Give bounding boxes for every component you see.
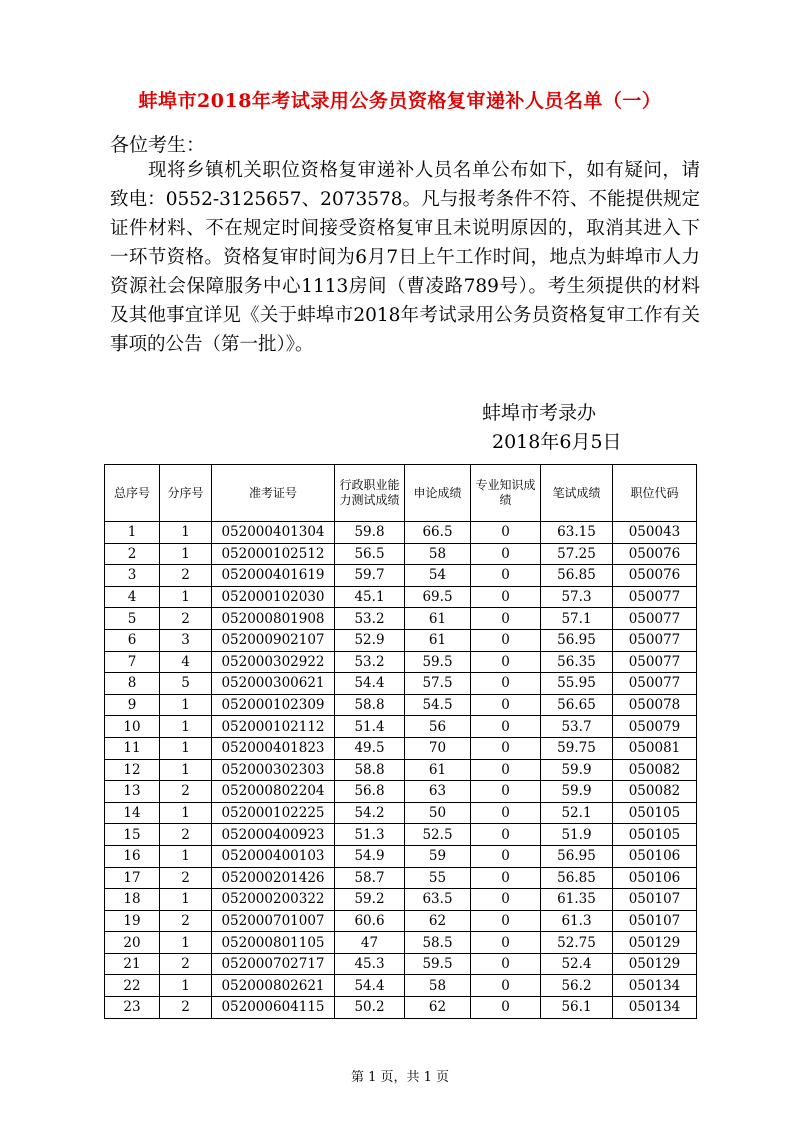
header-professional-score: 专业知识成绩 — [471, 465, 541, 522]
cell-total-seq: 21 — [105, 953, 160, 975]
cell-sub-seq: 2 — [160, 997, 212, 1019]
cell-position-code: 050106 — [613, 845, 697, 867]
table-body — [105, 522, 697, 1019]
cell-exam-id: 052000201426 — [212, 867, 335, 889]
cell-exam-id: 052000300621 — [212, 673, 335, 695]
cell-essay-score: 58 — [405, 975, 471, 997]
cell-essay-score: 59 — [405, 845, 471, 867]
cell-essay-score: 55 — [405, 867, 471, 889]
cell-essay-score: 70 — [405, 737, 471, 759]
cell-aptitude-score: 60.6 — [335, 910, 405, 932]
cell-essay-score: 54.5 — [405, 694, 471, 716]
cell-sub-seq: 2 — [160, 824, 212, 846]
cell-sub-seq: 1 — [160, 737, 212, 759]
cell-position-code: 050043 — [613, 522, 697, 544]
cell-position-code: 050134 — [613, 975, 697, 997]
cell-sub-seq: 1 — [160, 694, 212, 716]
cell-essay-score: 62 — [405, 997, 471, 1019]
table-row — [105, 824, 697, 846]
cell-position-code: 050077 — [613, 673, 697, 695]
header-essay-score: 申论成绩 — [405, 465, 471, 522]
cell-total-seq: 3 — [105, 565, 160, 587]
table-row — [105, 629, 697, 651]
cell-total-seq: 7 — [105, 651, 160, 673]
cell-written-score: 55.95 — [541, 673, 613, 695]
header-aptitude-score: 行政职业能力测试成绩 — [335, 465, 405, 522]
cell-written-score: 57.1 — [541, 608, 613, 630]
cell-exam-id: 052000701007 — [212, 910, 335, 932]
cell-aptitude-score: 52.9 — [335, 629, 405, 651]
cell-position-code: 050081 — [613, 737, 697, 759]
cell-professional-score: 0 — [471, 845, 541, 867]
header-sub-seq: 分序号 — [160, 465, 212, 522]
cell-aptitude-score: 53.2 — [335, 608, 405, 630]
cell-total-seq: 16 — [105, 845, 160, 867]
cell-written-score: 59.9 — [541, 781, 613, 803]
cell-essay-score: 59.5 — [405, 651, 471, 673]
cell-sub-seq: 1 — [160, 522, 212, 544]
cell-position-code: 050078 — [613, 694, 697, 716]
cell-written-score: 56.2 — [541, 975, 613, 997]
cell-essay-score: 50 — [405, 802, 471, 824]
table-header-row — [105, 465, 697, 522]
cell-written-score: 56.85 — [541, 565, 613, 587]
cell-total-seq: 12 — [105, 759, 160, 781]
cell-professional-score: 0 — [471, 867, 541, 889]
cell-aptitude-score: 45.1 — [335, 586, 405, 608]
table-row — [105, 565, 697, 587]
cell-position-code: 050105 — [613, 802, 697, 824]
cell-aptitude-score: 54.9 — [335, 845, 405, 867]
cell-professional-score: 0 — [471, 608, 541, 630]
table-row — [105, 997, 697, 1019]
cell-essay-score: 58.5 — [405, 932, 471, 954]
cell-total-seq: 8 — [105, 673, 160, 695]
cell-essay-score: 54 — [405, 565, 471, 587]
cell-aptitude-score: 47 — [335, 932, 405, 954]
cell-total-seq: 19 — [105, 910, 160, 932]
cell-written-score: 59.9 — [541, 759, 613, 781]
signature-date: 2018年6月5日 — [492, 431, 622, 453]
cell-exam-id: 052000302922 — [212, 651, 335, 673]
cell-position-code: 050105 — [613, 824, 697, 846]
table-row — [105, 673, 697, 695]
cell-sub-seq: 1 — [160, 889, 212, 911]
cell-professional-score: 0 — [471, 694, 541, 716]
cell-position-code: 050082 — [613, 781, 697, 803]
table-row — [105, 867, 697, 889]
cell-sub-seq: 1 — [160, 975, 212, 997]
cell-written-score: 56.1 — [541, 997, 613, 1019]
greeting: 各位考生： — [110, 134, 206, 156]
document-title: 蚌埠市2018年考试录用公务员资格复审递补人员名单（一） — [138, 90, 662, 112]
cell-total-seq: 17 — [105, 867, 160, 889]
cell-position-code: 050107 — [613, 889, 697, 911]
cell-aptitude-score: 54.4 — [335, 673, 405, 695]
cell-essay-score: 63 — [405, 781, 471, 803]
cell-total-seq: 15 — [105, 824, 160, 846]
cell-position-code: 050077 — [613, 651, 697, 673]
cell-written-score: 57.25 — [541, 543, 613, 565]
header-position-code: 职位代码 — [613, 465, 697, 522]
cell-written-score: 59.75 — [541, 737, 613, 759]
cell-written-score: 52.75 — [541, 932, 613, 954]
cell-exam-id: 052000400103 — [212, 845, 335, 867]
cell-exam-id: 052000102225 — [212, 802, 335, 824]
cell-position-code: 050129 — [613, 932, 697, 954]
cell-aptitude-score: 58.7 — [335, 867, 405, 889]
cell-written-score: 52.1 — [541, 802, 613, 824]
cell-written-score: 56.95 — [541, 629, 613, 651]
cell-essay-score: 61 — [405, 629, 471, 651]
cell-exam-id: 052000802204 — [212, 781, 335, 803]
table-row — [105, 910, 697, 932]
cell-professional-score: 0 — [471, 953, 541, 975]
cell-sub-seq: 1 — [160, 845, 212, 867]
cell-professional-score: 0 — [471, 910, 541, 932]
table-row — [105, 543, 697, 565]
cell-professional-score: 0 — [471, 522, 541, 544]
cell-exam-id: 052000102112 — [212, 716, 335, 738]
cell-professional-score: 0 — [471, 781, 541, 803]
cell-essay-score: 61 — [405, 759, 471, 781]
cell-professional-score: 0 — [471, 543, 541, 565]
header-exam-id: 准考证号 — [212, 465, 335, 522]
cell-professional-score: 0 — [471, 565, 541, 587]
cell-professional-score: 0 — [471, 716, 541, 738]
cell-position-code: 050106 — [613, 867, 697, 889]
cell-aptitude-score: 59.7 — [335, 565, 405, 587]
cell-professional-score: 0 — [471, 737, 541, 759]
table-row — [105, 932, 697, 954]
cell-exam-id: 052000802621 — [212, 975, 335, 997]
cell-sub-seq: 2 — [160, 608, 212, 630]
notice-paragraph: 现将乡镇机关职位资格复审递补人员名单公布如下，如有疑问，请致电：0552-3125657、2073578。凡与报考条件不符、不能提供规定证件材料、不在规定时间接受资格复审且未说明原因的，取消其进入下一环节资格。资格复审时间为6月7日上午工作时间，地点为蚌埠市人力资源社会保障服务中心1113房间（曹凌路789号）。考生须提供的材料及其他事宜详见《关于蚌埠市2018年考试录用公务员资格复审工作有关事项的公告（第一批）》。 — [110, 160, 700, 355]
cell-sub-seq: 2 — [160, 910, 212, 932]
table-row — [105, 953, 697, 975]
table-row — [105, 522, 697, 544]
cell-exam-id: 052000102309 — [212, 694, 335, 716]
page-footer: 第 1 页，共 1 页 — [350, 1070, 450, 1085]
cell-exam-id: 052000604115 — [212, 997, 335, 1019]
cell-sub-seq: 1 — [160, 802, 212, 824]
cell-exam-id: 052000401619 — [212, 565, 335, 587]
table-row — [105, 781, 697, 803]
cell-position-code: 050107 — [613, 910, 697, 932]
cell-exam-id: 052000401823 — [212, 737, 335, 759]
cell-total-seq: 9 — [105, 694, 160, 716]
cell-professional-score: 0 — [471, 651, 541, 673]
cell-essay-score: 57.5 — [405, 673, 471, 695]
cell-professional-score: 0 — [471, 997, 541, 1019]
cell-essay-score: 56 — [405, 716, 471, 738]
cell-aptitude-score: 54.2 — [335, 802, 405, 824]
cell-total-seq: 22 — [105, 975, 160, 997]
cell-aptitude-score: 58.8 — [335, 759, 405, 781]
cell-aptitude-score: 56.5 — [335, 543, 405, 565]
cell-aptitude-score: 45.3 — [335, 953, 405, 975]
cell-sub-seq: 4 — [160, 651, 212, 673]
signature-office: 蚌埠市考录办 — [482, 402, 597, 424]
cell-sub-seq: 2 — [160, 781, 212, 803]
table-row — [105, 737, 697, 759]
cell-aptitude-score: 59.8 — [335, 522, 405, 544]
cell-professional-score: 0 — [471, 975, 541, 997]
cell-written-score: 56.35 — [541, 651, 613, 673]
table-row — [105, 586, 697, 608]
cell-sub-seq: 1 — [160, 716, 212, 738]
cell-sub-seq: 5 — [160, 673, 212, 695]
cell-written-score: 63.15 — [541, 522, 613, 544]
cell-written-score: 53.7 — [541, 716, 613, 738]
cell-exam-id: 052000200322 — [212, 889, 335, 911]
cell-position-code: 050077 — [613, 586, 697, 608]
cell-sub-seq: 1 — [160, 759, 212, 781]
cell-aptitude-score: 51.3 — [335, 824, 405, 846]
candidate-table — [104, 464, 697, 1019]
cell-written-score: 56.65 — [541, 694, 613, 716]
cell-total-seq: 10 — [105, 716, 160, 738]
table-row — [105, 759, 697, 781]
table-row — [105, 845, 697, 867]
cell-essay-score: 59.5 — [405, 953, 471, 975]
cell-total-seq: 11 — [105, 737, 160, 759]
cell-written-score: 52.4 — [541, 953, 613, 975]
cell-exam-id: 052000902107 — [212, 629, 335, 651]
cell-aptitude-score: 50.2 — [335, 997, 405, 1019]
cell-exam-id: 052000102030 — [212, 586, 335, 608]
cell-position-code: 050077 — [613, 629, 697, 651]
cell-aptitude-score: 54.4 — [335, 975, 405, 997]
cell-position-code: 050134 — [613, 997, 697, 1019]
header-written-score: 笔试成绩 — [541, 465, 613, 522]
cell-essay-score: 58 — [405, 543, 471, 565]
cell-professional-score: 0 — [471, 824, 541, 846]
cell-essay-score: 52.5 — [405, 824, 471, 846]
cell-sub-seq: 2 — [160, 953, 212, 975]
notice-body — [110, 156, 700, 359]
cell-sub-seq: 1 — [160, 932, 212, 954]
cell-essay-score: 69.5 — [405, 586, 471, 608]
cell-sub-seq: 1 — [160, 543, 212, 565]
cell-position-code: 050077 — [613, 608, 697, 630]
table-row — [105, 694, 697, 716]
cell-sub-seq: 2 — [160, 565, 212, 587]
cell-written-score: 61.3 — [541, 910, 613, 932]
table-row — [105, 889, 697, 911]
cell-total-seq: 2 — [105, 543, 160, 565]
cell-written-score: 56.95 — [541, 845, 613, 867]
cell-exam-id: 052000400923 — [212, 824, 335, 846]
cell-professional-score: 0 — [471, 932, 541, 954]
cell-aptitude-score: 56.8 — [335, 781, 405, 803]
cell-essay-score: 62 — [405, 910, 471, 932]
cell-position-code: 050079 — [613, 716, 697, 738]
cell-total-seq: 6 — [105, 629, 160, 651]
header-total-seq: 总序号 — [105, 465, 160, 522]
cell-professional-score: 0 — [471, 586, 541, 608]
cell-total-seq: 4 — [105, 586, 160, 608]
cell-total-seq: 18 — [105, 889, 160, 911]
cell-total-seq: 14 — [105, 802, 160, 824]
cell-aptitude-score: 58.8 — [335, 694, 405, 716]
cell-professional-score: 0 — [471, 759, 541, 781]
cell-aptitude-score: 49.5 — [335, 737, 405, 759]
table-row — [105, 608, 697, 630]
cell-professional-score: 0 — [471, 802, 541, 824]
cell-exam-id: 052000102512 — [212, 543, 335, 565]
cell-exam-id: 052000702717 — [212, 953, 335, 975]
cell-essay-score: 63.5 — [405, 889, 471, 911]
cell-essay-score: 61 — [405, 608, 471, 630]
cell-total-seq: 20 — [105, 932, 160, 954]
table-row — [105, 651, 697, 673]
cell-total-seq: 5 — [105, 608, 160, 630]
cell-written-score: 57.3 — [541, 586, 613, 608]
cell-written-score: 56.85 — [541, 867, 613, 889]
cell-position-code: 050082 — [613, 759, 697, 781]
cell-position-code: 050076 — [613, 543, 697, 565]
cell-total-seq: 1 — [105, 522, 160, 544]
cell-exam-id: 052000801908 — [212, 608, 335, 630]
table-row — [105, 716, 697, 738]
cell-aptitude-score: 53.2 — [335, 651, 405, 673]
cell-written-score: 51.9 — [541, 824, 613, 846]
table-row — [105, 975, 697, 997]
cell-sub-seq: 1 — [160, 586, 212, 608]
cell-total-seq: 13 — [105, 781, 160, 803]
cell-written-score: 61.35 — [541, 889, 613, 911]
cell-exam-id: 052000801105 — [212, 932, 335, 954]
cell-position-code: 050129 — [613, 953, 697, 975]
cell-sub-seq: 2 — [160, 867, 212, 889]
cell-professional-score: 0 — [471, 629, 541, 651]
cell-position-code: 050076 — [613, 565, 697, 587]
cell-essay-score: 66.5 — [405, 522, 471, 544]
cell-professional-score: 0 — [471, 889, 541, 911]
cell-sub-seq: 3 — [160, 629, 212, 651]
table-row — [105, 802, 697, 824]
cell-professional-score: 0 — [471, 673, 541, 695]
cell-exam-id: 052000302303 — [212, 759, 335, 781]
cell-aptitude-score: 51.4 — [335, 716, 405, 738]
cell-exam-id: 052000401304 — [212, 522, 335, 544]
cell-total-seq: 23 — [105, 997, 160, 1019]
cell-aptitude-score: 59.2 — [335, 889, 405, 911]
